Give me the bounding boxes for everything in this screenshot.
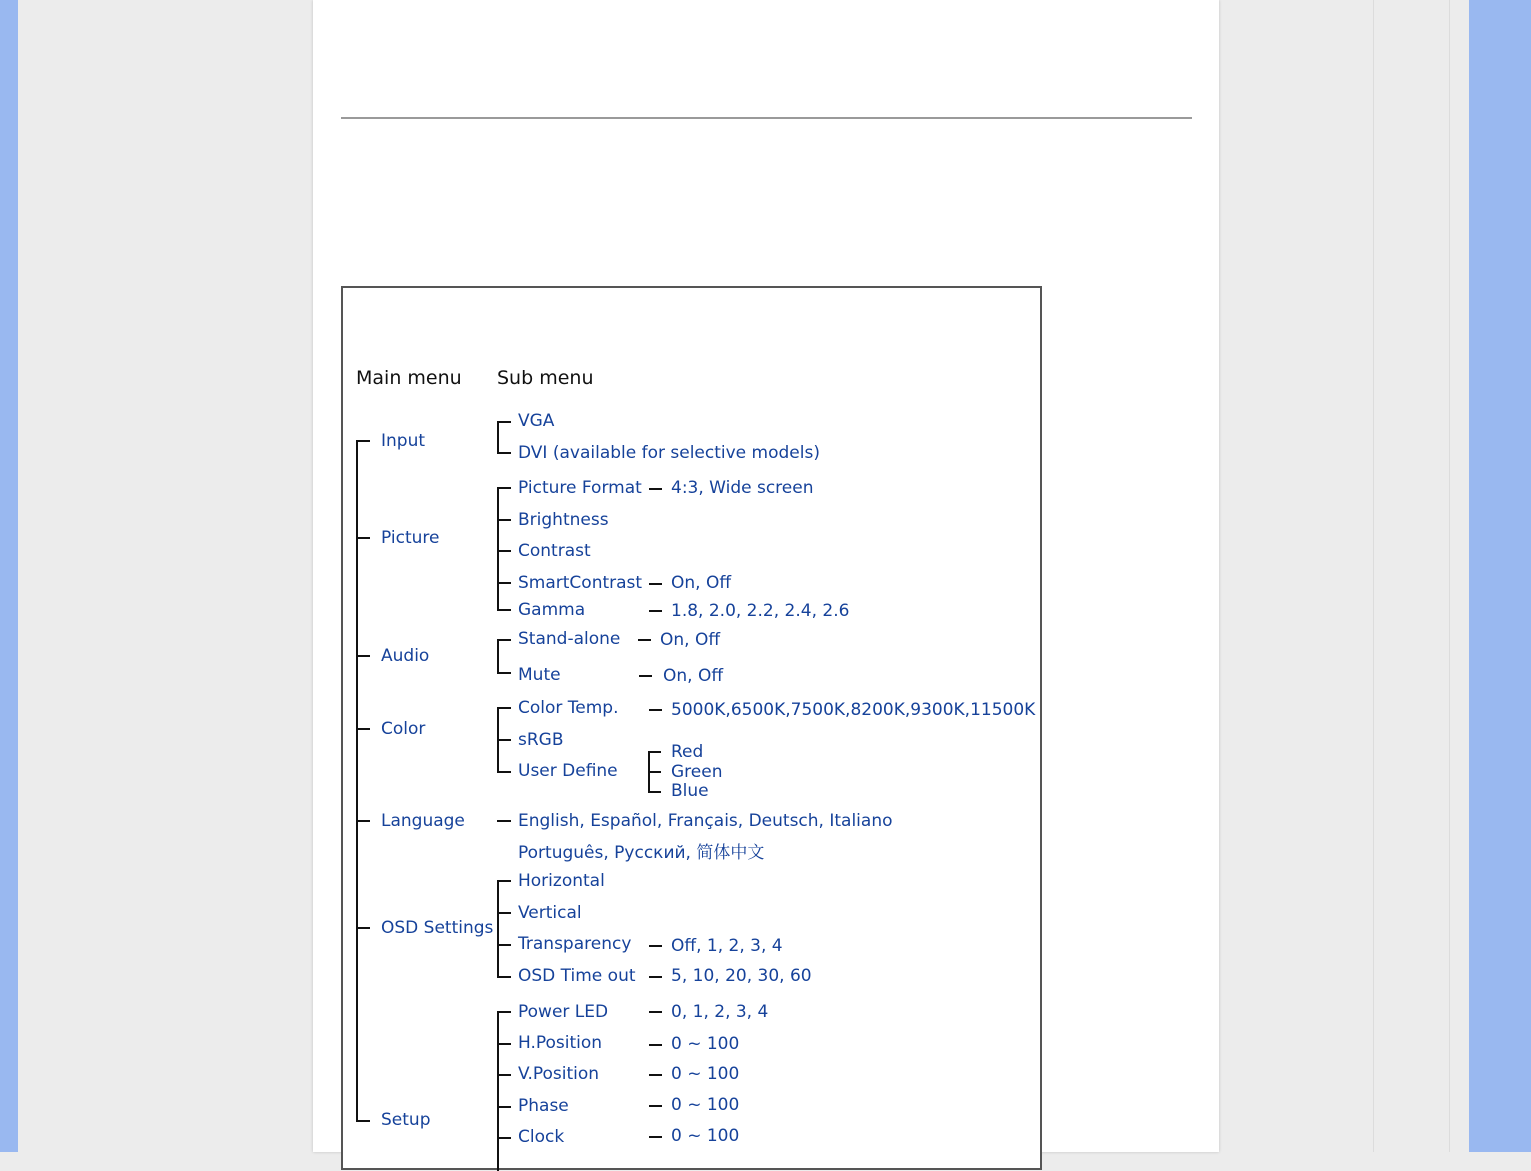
value-blue: Blue (671, 781, 709, 801)
main-item-picture: Picture (381, 528, 440, 548)
bracket-tick (497, 1043, 511, 1045)
sub-menu-header: Sub menu (497, 367, 594, 389)
bracket-tick (497, 550, 511, 552)
value-gamma: 1.8, 2.0, 2.2, 2.4, 2.6 (671, 601, 850, 621)
gutter-divider (1373, 0, 1374, 1152)
value-power-led: 0, 1, 2, 3, 4 (671, 1002, 769, 1022)
language-list-line2: Português, Русский, 简体中文 (518, 843, 765, 863)
dash-connector (649, 1011, 662, 1013)
sub-item-clock: Clock (518, 1127, 565, 1147)
bracket-tick (497, 519, 511, 521)
value-picture-format: 4:3, Wide screen (671, 478, 814, 498)
value-transparency: Off, 1, 2, 3, 4 (671, 936, 783, 956)
value-smartcontrast: On, Off (671, 573, 732, 593)
bracket-osd (497, 880, 499, 978)
sub-item-power-led: Power LED (518, 1002, 609, 1022)
tree-connector (356, 1120, 370, 1122)
value-v-position: 0 ~ 100 (671, 1064, 740, 1084)
dash-connector (649, 1044, 662, 1046)
bracket-tick (497, 487, 511, 489)
sub-item-transparency: Transparency (518, 934, 632, 954)
bracket-tick (648, 751, 661, 753)
value-phase: 0 ~ 100 (671, 1095, 740, 1115)
sub-item-h-position: H.Position (518, 1033, 603, 1053)
value-color-temp: 5000K,6500K,7500K,8200K,9300K,11500K (671, 700, 1036, 720)
sub-item-user-define: User Define (518, 761, 618, 781)
main-menu-header: Main menu (356, 367, 462, 389)
dash-connector (638, 639, 651, 641)
bracket-tick (497, 639, 511, 641)
bracket-tick (497, 452, 511, 454)
window-right-border (1469, 0, 1531, 1152)
dash-connector (649, 610, 662, 612)
value-stand-alone: On, Off (660, 630, 721, 650)
sub-item-vga: VGA (518, 411, 555, 431)
sub-item-color-temp: Color Temp. (518, 698, 619, 718)
value-clock: 0 ~ 100 (671, 1126, 740, 1146)
sub-item-vertical: Vertical (518, 903, 582, 923)
dash-connector (649, 709, 662, 711)
bracket-tick (497, 1074, 511, 1076)
main-item-input: Input (381, 431, 426, 451)
bracket-picture (497, 487, 499, 611)
bracket-tick (648, 791, 661, 793)
sub-item-phase: Phase (518, 1096, 569, 1116)
dash-connector (649, 1136, 662, 1138)
main-item-language: Language (381, 811, 465, 831)
bracket-tick (497, 609, 511, 611)
tree-connector (356, 820, 370, 822)
sub-item-smartcontrast: SmartContrast (518, 573, 643, 593)
main-item-osd-settings: OSD Settings (381, 918, 494, 938)
bracket-input (497, 421, 499, 454)
window-left-border (0, 0, 18, 1152)
value-h-position: 0 ~ 100 (671, 1034, 740, 1054)
bracket-tick (497, 771, 511, 773)
dash-connector (649, 488, 662, 490)
dash-connector (649, 1105, 662, 1107)
bracket-tick (497, 1106, 511, 1108)
sub-item-stand-alone: Stand-alone (518, 629, 621, 649)
dash-connector (649, 976, 662, 978)
main-item-audio: Audio (381, 646, 430, 666)
horizontal-rule (341, 117, 1192, 119)
sub-item-srgb: sRGB (518, 730, 564, 750)
gutter-divider (1449, 0, 1450, 1152)
value-green: Green (671, 762, 723, 782)
bracket-tick (497, 1137, 511, 1139)
language-list-line1: English, Español, Français, Deutsch, Italiano (518, 811, 893, 831)
value-mute: On, Off (663, 666, 724, 686)
bracket-audio (497, 639, 499, 674)
dash-connector (497, 820, 511, 822)
sub-item-brightness: Brightness (518, 510, 609, 530)
bracket-setup (497, 1011, 499, 1171)
sub-item-picture-format: Picture Format (518, 478, 642, 498)
bracket-tick (497, 739, 511, 741)
sub-item-dvi: DVI (available for selective models) (518, 443, 820, 463)
tree-connector (356, 728, 370, 730)
bracket-tick (497, 1011, 511, 1013)
value-red: Red (671, 742, 704, 762)
main-item-color: Color (381, 719, 426, 739)
bracket-tick (648, 771, 661, 773)
sub-item-horizontal: Horizontal (518, 871, 605, 891)
sub-item-osd-timeout: OSD Time out (518, 966, 636, 986)
main-item-setup: Setup (381, 1110, 431, 1130)
bracket-tick (497, 912, 511, 914)
bracket-tick (497, 421, 511, 423)
bracket-tick (497, 944, 511, 946)
main-menu-trunk (356, 440, 358, 1122)
dash-connector (639, 675, 652, 677)
value-osd-timeout: 5, 10, 20, 30, 60 (671, 966, 812, 986)
bracket-tick (497, 672, 511, 674)
dash-connector (649, 1074, 662, 1076)
sub-item-v-position: V.Position (518, 1064, 600, 1084)
sub-item-gamma: Gamma (518, 600, 586, 620)
bracket-tick (497, 582, 511, 584)
sub-item-mute: Mute (518, 665, 561, 685)
bracket-tick (497, 976, 511, 978)
bracket-tick (497, 880, 511, 882)
bracket-tick (497, 707, 511, 709)
tree-connector (356, 927, 370, 929)
tree-connector (356, 537, 370, 539)
dash-connector (649, 945, 662, 947)
tree-connector (356, 655, 370, 657)
sub-item-contrast: Contrast (518, 541, 591, 561)
tree-connector (356, 440, 370, 442)
dash-connector (649, 583, 662, 585)
osd-menu-diagram (341, 286, 1042, 1170)
